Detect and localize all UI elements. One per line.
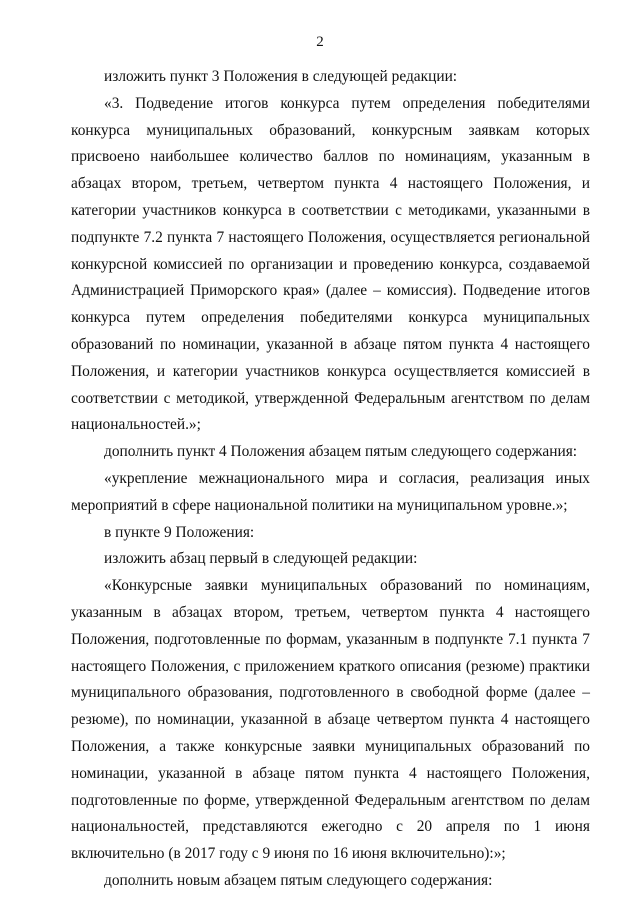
paragraph-supplement-fifth-abzac: дополнить новым абзацем пятым следующего содержания:: [104, 871, 493, 889]
paragraph-point-3-text: «3. Подведение итогов конкурса путем определения победителями конкурса муниципальных образований, конкурсным заявкам которых присвоено наибольшее количество баллов по номинациям, указанным в абзацах втором, третьем, четвертом пункта 4 настоящего Положения, и категории участников конкурса в соответствии с методиками, указанными в подпункте 7.2 пункта 7 настоящего Положения, осуществляется региональной конкурсной комиссией по организации и проведению конкурса, создаваемой Администрацией Приморского края» (далее – комиссия). Подведение итогов конкурса путем определения победителями конкурса муниципальных образований по номинации, указанной в абзаце пятом пункта 4 настоящего Положения, и категории участников конкурса осуществляется комиссией в соответствии с методикой, утвержденной Федеральным агентством по делам национальностей.»;: [71, 94, 590, 434]
paragraph-point-9-first-abzac-text: «Конкурсные заявки муниципальных образований по номинациям, указанным в абзацах втором, третьем, четвертом пункта 4 настоящего Положения, подготовленные по формам, указанным в подпункте 7.1 пункта 7 настоящего Положения, с приложением краткого описания (резюме) практики муниципального образования, подготовленного в свободной форме (далее – резюме), по номинации, указанной в абзаце четвертом пункта 4 настоящего Положения, а также конкурсные заявки муниципальных образований по номинации, указанной в абзаце пятом пункта 4 настоящего Положения, подготовленные по форме, утвержденной Федеральным агентством по делам национальностей, представляются ежегодно с 20 апреля по 1 июня включительно (в 2017 году с 9 июня по 16 июня включительно):»;: [71, 577, 590, 863]
page-number: 2: [316, 34, 324, 50]
paragraph-supplement-point-4: дополнить пункт 4 Положения абзацем пятым следующего содержания:: [104, 443, 578, 461]
paragraph-point-4-fifth-abzac: «укрепление межнационального мира и согласия, реализация иных мероприятий в сфере национальной политики на муниципальном уровне.»;: [71, 469, 590, 514]
paragraph-amend-point-3: изложить пункт 3 Положения в следующей редакции:: [104, 68, 458, 85]
document-body: [71, 64, 590, 895]
paragraph-amend-first-abzac: изложить абзац первый в следующей редакции:: [104, 550, 418, 568]
paragraph-point-9-intro: в пункте 9 Положения:: [104, 523, 255, 541]
